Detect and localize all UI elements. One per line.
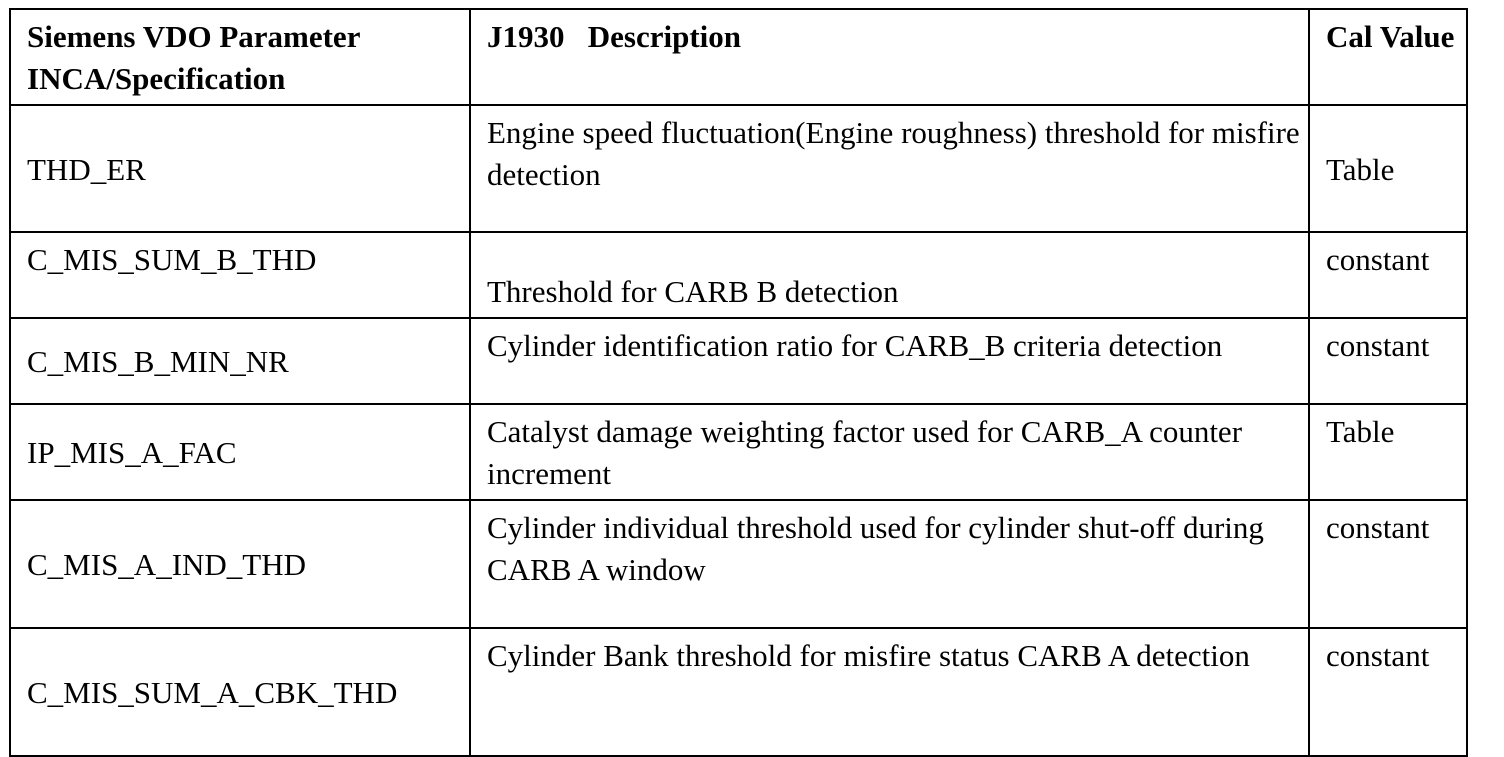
calibration-parameter-table — [9, 8, 1468, 757]
cal-value-cell: constant — [1309, 628, 1467, 756]
header-parameter: Siemens VDO Parameter INCA/Specification — [10, 9, 470, 105]
cal-value-cell: Table — [1309, 105, 1467, 232]
cal-value-cell: constant — [1309, 318, 1467, 404]
table-row — [10, 404, 1467, 500]
description-cell: Cylinder individual threshold used for cylinder shut-off during CARB A window — [470, 500, 1309, 628]
parameter-cell: IP_MIS_A_FAC — [10, 404, 470, 500]
table-row — [10, 105, 1467, 232]
table-row — [10, 318, 1467, 404]
table-header-row — [10, 9, 1467, 105]
parameter-cell: THD_ER — [10, 105, 470, 232]
parameter-cell: C_MIS_A_IND_THD — [10, 500, 470, 628]
description-cell: Catalyst damage weighting factor used for CARB_A counter increment — [470, 404, 1309, 500]
description-cell: Threshold for CARB B detection — [470, 232, 1309, 318]
description-cell: Cylinder Bank threshold for misfire status CARB A detection — [470, 628, 1309, 756]
table-row — [10, 628, 1467, 756]
header-cal-value: Cal Value — [1309, 9, 1467, 105]
description-cell: Engine speed fluctuation(Engine roughness) threshold for misfire detection — [470, 105, 1309, 232]
table-row — [10, 232, 1467, 318]
parameter-cell: C_MIS_SUM_B_THD — [10, 232, 470, 318]
cal-value-cell: constant — [1309, 232, 1467, 318]
parameter-cell: C_MIS_B_MIN_NR — [10, 318, 470, 404]
cal-value-cell: Table — [1309, 404, 1467, 500]
table-row — [10, 500, 1467, 628]
header-description: J1930 Description — [470, 9, 1309, 105]
description-cell: Cylinder identification ratio for CARB_B criteria detection — [470, 318, 1309, 404]
cal-value-cell: constant — [1309, 500, 1467, 628]
parameter-cell: C_MIS_SUM_A_CBK_THD — [10, 628, 470, 756]
